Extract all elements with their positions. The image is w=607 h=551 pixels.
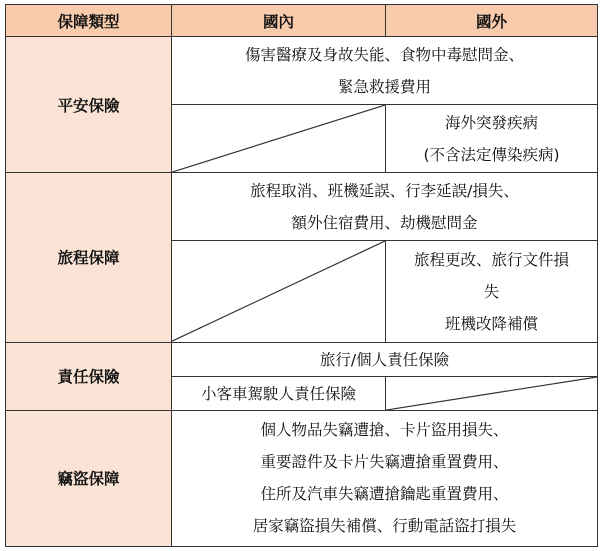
safety-overseas-cell: [386, 105, 598, 173]
category-travel: 旅程保障: [6, 173, 172, 342]
header-type: 保障類型: [6, 5, 172, 37]
coverage-line: 失: [483, 282, 500, 301]
header-overseas: 國外: [386, 5, 598, 37]
coverage-line: 旅程更改、旅行文件損: [413, 250, 569, 269]
liability-row-both: [6, 342, 598, 376]
coverage-line: 重要證件及卡片失竊遭搶重置費用、: [260, 453, 509, 472]
coverage-line: (不含法定傳染疾病): [423, 145, 560, 164]
category-safety: 平安保險: [6, 37, 172, 173]
category-theft: 竊盜保障: [6, 410, 172, 546]
coverage-line: 傷害醫療及身故失能、食物中毒慰問金、: [244, 45, 524, 64]
travel-domestic-not-covered: [172, 241, 386, 342]
safety-domestic-not-covered: [172, 105, 386, 173]
coverage-line: 海外突發疾病: [444, 113, 538, 132]
coverage-line: 額外住宿費用、劫機慰問金: [291, 213, 478, 232]
coverage-line: 旅程取消、班機延誤、行李延誤/損失、: [250, 181, 519, 200]
coverage-line: 居家竊盜損失補償、行動電話盜打損失: [252, 517, 517, 536]
travel-row-both: [6, 173, 598, 241]
header-domestic: 國內: [172, 5, 386, 37]
travel-overseas-cell: [386, 241, 598, 342]
coverage-line: 住所及汽車失竊遭搶鑰匙重置費用、: [260, 485, 509, 504]
header-row: [6, 5, 598, 37]
coverage-line: 緊急救援費用: [337, 77, 431, 96]
travel-both-cell: [172, 173, 598, 241]
diagonal-slash: [172, 105, 385, 172]
theft-row: [6, 410, 598, 546]
diagonal-slash: [386, 377, 597, 410]
coverage-line: 個人物品失竊遭搶、卡片盜用損失、: [260, 421, 509, 440]
liability-overseas-not-covered: [386, 376, 598, 410]
diagonal-slash: [172, 241, 385, 341]
liability-domestic-cell: 小客車駕駛人責任保險: [172, 376, 386, 410]
insurance-coverage-table: [5, 4, 598, 547]
category-liability: 責任保險: [6, 342, 172, 410]
safety-row-both: [6, 37, 598, 105]
coverage-line: 班機改降補償: [444, 314, 538, 333]
theft-both-cell: [172, 410, 598, 546]
liability-both-cell: 旅行/個人責任保險: [172, 342, 598, 376]
safety-both-cell: [172, 37, 598, 105]
